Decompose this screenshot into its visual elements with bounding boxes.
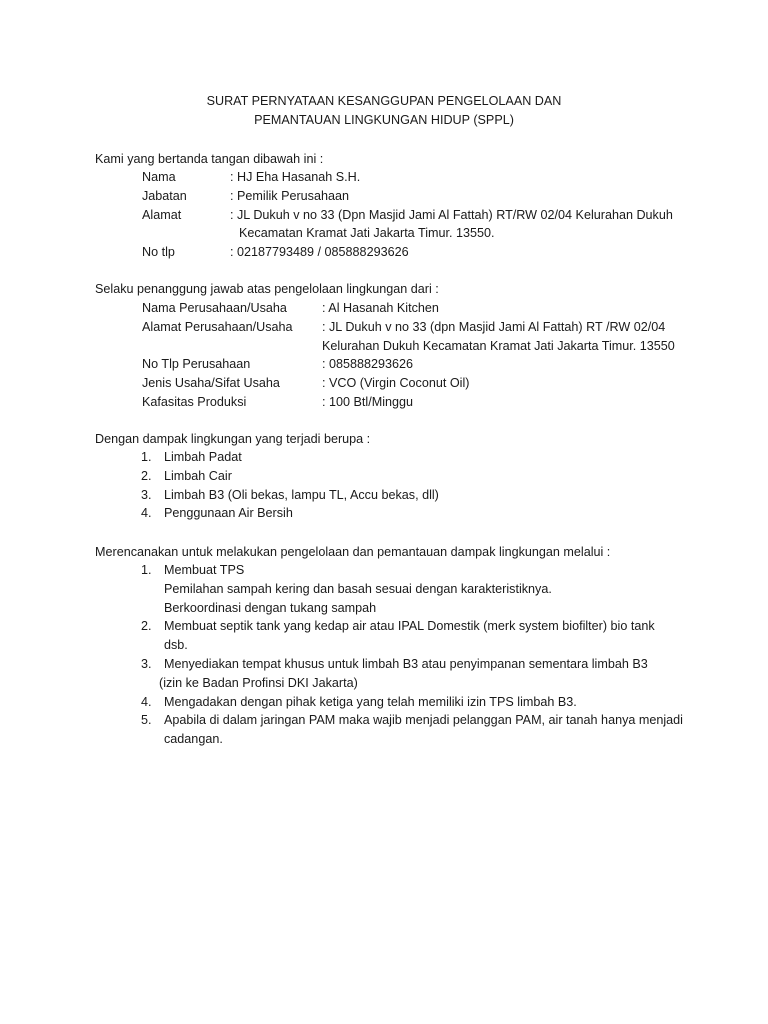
signer-row-position: Jabatan : Pemilik Perusahaan [142,188,350,203]
title-line-2: PEMANTAUAN LINGKUNGAN HIDUP (SPPL) [254,113,514,127]
list-item: 1. Limbah Padat [141,450,242,464]
responsible-intro: Selaku penanggung jawab atas pengelolaan lingkungan dari : [95,282,439,296]
company-row-type: Jenis Usaha/Sifat Usaha : VCO (Virgin Coconut Oil) [142,376,470,391]
company-row-capacity: Kafasitas Produksi : 100 Btl/Minggu [142,394,414,409]
plan-intro: Merencanakan untuk melakukan pengelolaan dan pemantauan dampak lingkungan melalui : [95,545,611,559]
list-item: 2. Limbah Cair [141,468,232,483]
list-item-sub: Berkoordinasi dengan tukang sampah [164,600,377,615]
list-item: 5. Apabila di dalam jaringan PAM maka wajib menjadi pelanggan PAM, air tanah hanya menjadi [141,713,683,728]
impact-intro: Dengan dampak lingkungan yang terjadi berupa : [95,432,371,446]
plan-list [141,561,681,749]
document-title [0,92,768,130]
signer-details [142,168,687,262]
signer-row-address: Alamat : JL Dukuh v no 33 (Dpn Masjid Jami Al Fattah) RT/RW 02/04 Kelurahan Dukuh [142,207,673,222]
list-item: 3. Menyediakan tempat khusus untuk limbah B3 atau penyimpanan sementara limbah B3 [141,656,648,671]
list-item: 3. Limbah B3 (Oli bekas, lampu TL, Accu bekas, dll) [141,487,439,502]
list-item: 4. Mengadakan dengan pihak ketiga yang telah memiliki izin TPS limbah B3. [141,694,577,709]
signer-row-phone: No tlp : 02187793489 / 085888293626 [142,245,409,260]
list-item: 1. Membuat TPS [141,563,245,577]
impact-list [141,448,439,523]
list-item: 2. Membuat septik tank yang kedap air atau IPAL Domestik (merk system biofilter) bio tank [141,619,655,634]
signer-row-address-cont: Kecamatan Kramat Jati Jakarta Timur. 13550. [239,226,495,241]
list-item-cont: cadangan. [164,732,223,747]
company-row-address: Alamat Perusahaan/Usaha : JL Dukuh v no 33 (dpn Masjid Jami Al Fattah) RT /RW 02/04 [142,319,666,334]
intro-text: Kami yang bertanda tangan dibawah ini : [95,152,324,166]
list-item: 4. Penggunaan Air Bersih [141,506,293,521]
company-row-address-cont: Kelurahan Dukuh Kecamatan Kramat Jati Jakarta Timur. 13550 [322,338,675,353]
signer-row-name: Nama : HJ Eha Hasanah S.H. [142,170,361,184]
list-item-sub: Pemilahan sampah kering dan basah sesuai dengan karakteristiknya. [164,581,552,596]
list-item-cont: (izin ke Badan Profinsi DKI Jakarta) [159,675,358,690]
list-item-cont: dsb. [164,638,188,653]
company-row-name: Nama Perusahaan/Usaha : Al Hasanah Kitchen [142,301,439,315]
company-details [142,299,687,412]
title-line-1: SURAT PERNYATAAN KESANGGUPAN PENGELOLAAN DAN [206,94,562,108]
company-row-phone: No Tlp Perusahaan : 085888293626 [142,357,414,372]
